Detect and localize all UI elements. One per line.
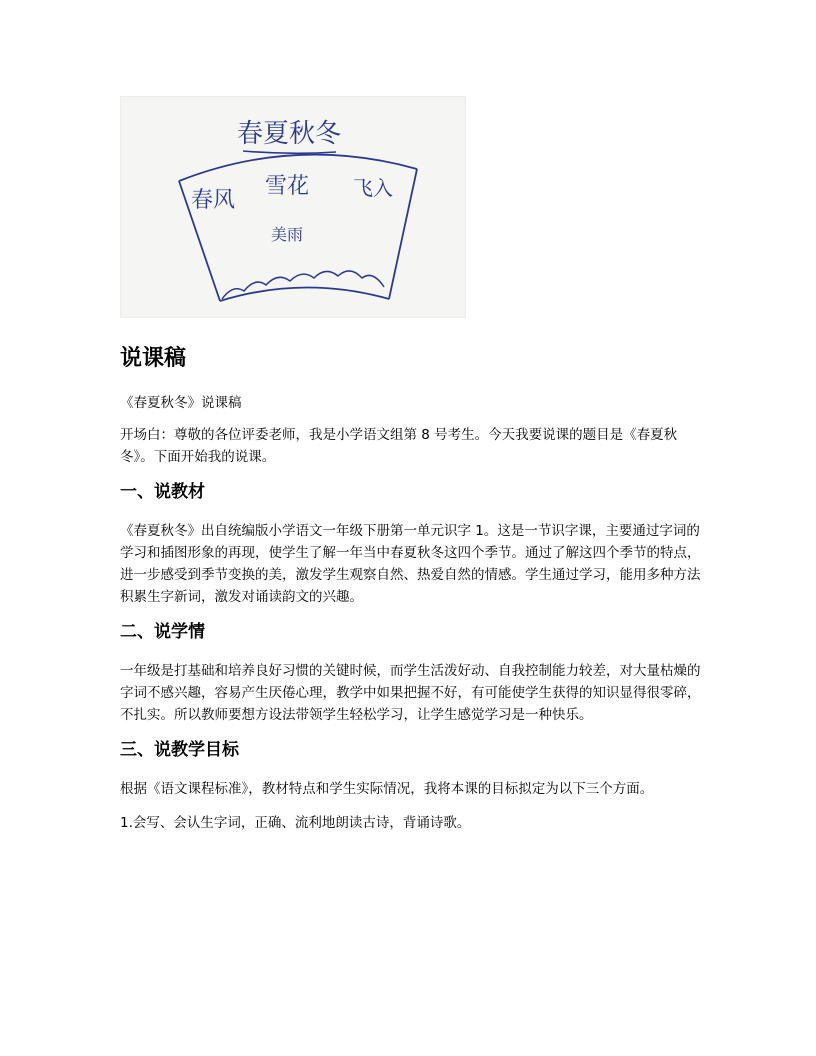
document-page — [120, 96, 704, 834]
section-body-students: 一年级是打基础和培养良好习惯的关键时候，而学生活泼好动、自我控制能力较差，对大量枯燥的字词不感兴趣，容易产生厌倦心理，教学中如果把握不好，有可能使学生获得的知识显得很零碎，不扎实。所以教师要想方设法带领学生轻松学习，让学生感觉学习是一种快乐。 — [120, 663, 701, 723]
document-subtitle: 《春夏秋冬》说课稿 — [120, 395, 242, 411]
document-title: 说课稿 — [120, 346, 187, 371]
board-word-4: 美雨 — [271, 225, 304, 244]
board-word-2: 雪花 — [265, 174, 310, 199]
title-underline — [243, 151, 336, 153]
section-heading-students: 二、说学情 — [120, 622, 205, 642]
board-title: 春夏秋冬 — [237, 119, 342, 149]
opening-paragraph: 开场白：尊敬的各位评委老师，我是小学语文组第 8 号考生。今天我要说课的题目是《春夏秋冬》。下面开始我的说课。 — [120, 427, 678, 465]
fan-right-edge — [389, 169, 417, 299]
goal-list-item: 1.会写、会认生字词，正确、流利地朗读古诗，背诵诗歌。 — [120, 815, 471, 831]
section-body-goals: 根据《语文课程标准》，教材特点和学生实际情况，我将本课的目标拟定为以下三个方面。 — [120, 781, 654, 797]
section-heading-textbook: 一、说教材 — [120, 482, 205, 502]
board-word-3: 飞入 — [353, 176, 393, 200]
fan-board-drawing — [121, 97, 465, 317]
section-heading-goals: 三、说教学目标 — [120, 740, 239, 760]
blackboard-sketch-image — [120, 96, 466, 318]
section-body-textbook: 《春夏秋冬》出自统编版小学语文一年级下册第一单元识字 1。这是一节识字课，主要通过字词的学习和插图形象的再现，使学生了解一年当中春夏秋冬这四个季节。通过了解这四个季节的特点，进一步感受到季节变换的美，激发学生观察自然、热爱自然的情感。学生通过学习，能用多种方法积累生字新词，激发对诵读韵文的兴趣。 — [120, 523, 701, 605]
board-word-1: 春风 — [191, 188, 236, 213]
